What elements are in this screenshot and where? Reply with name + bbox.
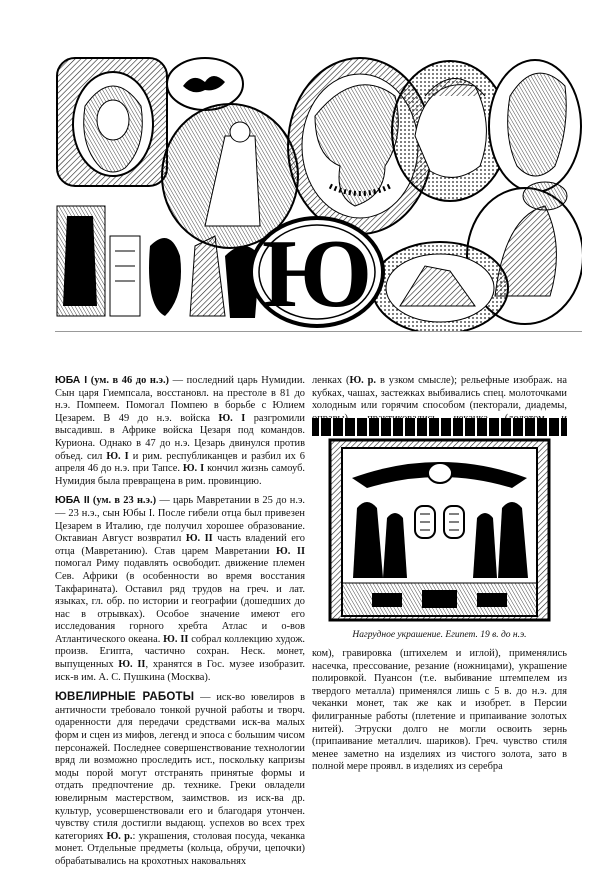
- abbr: Ю. I: [218, 412, 246, 424]
- collage-drawing: [55, 56, 582, 331]
- breastplate-drawing: [312, 418, 567, 623]
- figure-caption: Нагрудное украшение. Египет. 19 в. до н.э.: [352, 630, 527, 640]
- abbr: Ю. II: [163, 633, 189, 645]
- lemma: ЮБА II: [55, 495, 90, 507]
- entry-text: часть владений его отца (Мавретанию). Став царем Мавретании: [55, 533, 306, 557]
- coin-zeus: [57, 58, 167, 186]
- gem-chariot: [372, 242, 508, 331]
- entry-text: : украшения, столовая посуда, чеканка монет. Отдельные предметы (кольца, обручи, цепочки) обрабатывались на крохотных наковальнях: [55, 830, 306, 867]
- entry-text: в узком смысле); рельефные изображ. на кубках, чашах, застежках выбивались спец. молоточками холодным или горячим способом (пекторали, диадемы,: [312, 375, 567, 412]
- entry-jewelry-cont2: ком), гравировка (штихелем и иглой), применялись насечка, прессование, резание (ножницами), украшение полировкой. Пуансон (т.е. выбивание штемпелем из твердого металла) применялся лишь с 5 в. до н.э. для чеканки монет, так же как и изобрет. в Персии филигранные работы (плетение и припаивание золотых нитей). Этруски долго не могли освоить зернь (припаивание металлич. шариков). Греч. чувство стиля менее заметно на изделиях из чистого золота, зато в полной мере проявл. в изделиях из серебра: [312, 648, 567, 773]
- right-column-bottom: [312, 648, 567, 774]
- lemma: ЮБА I: [55, 375, 88, 386]
- header-illustration: [55, 56, 582, 332]
- dates: (ум. в 46 до н.э.): [90, 375, 170, 386]
- abbr: Ю. II: [118, 659, 146, 671]
- initial-roundel: [251, 218, 383, 328]
- abbr: Ю. II: [276, 545, 305, 557]
- entry-text: — иск-во ювелиров в античности требовало тонкой ручной работы и творч. одаренности для передачи средствами иск-ва малых форм и сцен из мифов, легенд и эпоса с большим чисом персонажей. Последнее совершенствование технологии вряд ли возможно проследить ист., поскольку капризы моды порой могут отстранять принятые формы и отдать предпочтение др. технике. Греки овладели ювелирным мастерством, заимствов. из иск-ва др. культур, усовершенствовали его и благодаря утончен. чувству стиля достигли выдающ. успехов во всех трех категориях: [55, 692, 305, 842]
- initial-letter: Ю: [261, 220, 373, 328]
- dates: (ум. в 23 н.э.): [92, 495, 157, 507]
- entry-text: разгромили высадивш. в Африке войска Цезаря под командов. Куриона. Однако в 47 до н.э. Цезарь двинулся против объед. сил: [55, 412, 305, 462]
- coin-bearded-man: [489, 60, 581, 192]
- breastplate-figure: [312, 418, 567, 623]
- entry-text: — царь Мавретании в 25 до н.э. — 23 н.э., сын Юбы I. После гибели отца был привезен Цезарем в Италию, где получил хорошее образование. Октавиан Август возвратил: [55, 495, 306, 545]
- abbr: Ю. I: [182, 463, 205, 475]
- left-column: [55, 375, 305, 876]
- entry-juba-2: [55, 495, 305, 684]
- abbr: Ю. II: [185, 533, 213, 545]
- abbr: Ю. р.: [106, 830, 133, 842]
- entry-text: и рим. республиканцев и разбил их 6 апреля 46 до н.э. при Тапсе.: [55, 450, 305, 475]
- entry-text: кончил жизнь самоуб. Нумидия была превращена в рим. провинцию.: [55, 463, 305, 487]
- abbr: Ю. I: [106, 450, 129, 462]
- abbr: Ю. р.: [349, 375, 377, 386]
- lemma: ЮВЕЛИРНЫЕ РАБОТЫ: [55, 691, 195, 704]
- seal-animal: [167, 58, 243, 110]
- entry-text: собрал коллекцию худож. произв. Египта, частично сохран. Неск. монет, выпущенных: [55, 633, 305, 671]
- entry-jewelry: [55, 691, 305, 868]
- entry-text: ленках (: [312, 375, 350, 386]
- entry-text: помогал Риму подавлять освободит. движение племен Сев. Африки (в особенности во время восстания Такфарината). Оставил ряд трудов на греч. и лат. языках, гл. обр. по истории и географии (дошедших до нас в отрывках). Особое значение имеют его исследования горного хребта Атлас и о-вов Атлантического океана.: [55, 558, 305, 645]
- entry-text: — последний царь Нумидии. Сын царя Гиемпсала, восстановл. на престоле в 81 до н.э. Помпеем. Помогал Помпею в борьбе с Юлием Цезарем. В 49 до н.э. войска: [55, 375, 305, 424]
- entry-text: , хранятся в Гос. музее изобразит. иск-в им. А. С. Пушкина (Москва).: [55, 659, 305, 683]
- entry-juba-1: [55, 375, 305, 488]
